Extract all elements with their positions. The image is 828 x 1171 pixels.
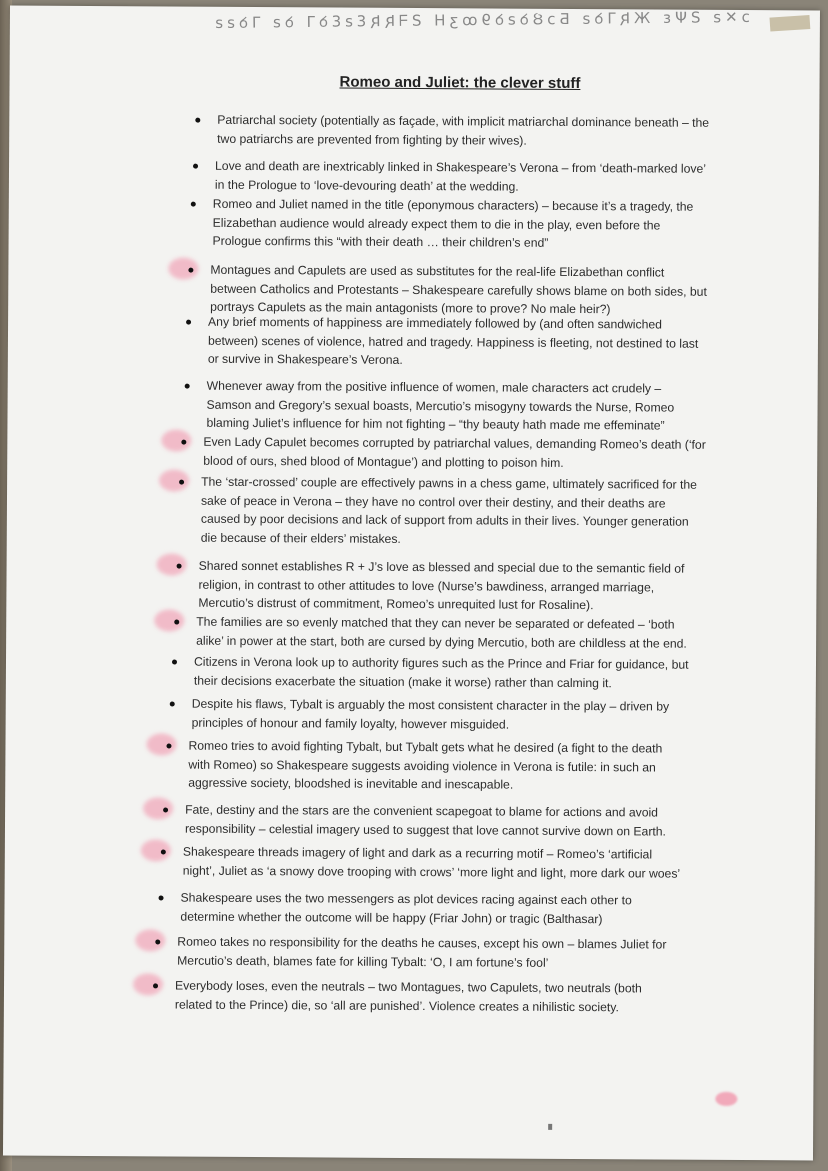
note-line: Even Lady Capulet becomes corrupted by patriarchal values, demanding Romeo’s death (‘for	[203, 434, 706, 452]
note-line: or survive in Shakespeare’s Verona.	[207, 351, 403, 367]
note-line: religion, in contrast to other attitudes to love (Nurse’s bawdiness, arranged marriage,	[198, 577, 655, 594]
bullet-icon	[185, 384, 190, 389]
note-line: their decisions exacerbate the situation (make it worse) rather than calming it.	[193, 673, 612, 690]
bullet-icon	[191, 202, 196, 207]
note-line: Everybody loses, even the neutrals – two Montagues, two Capulets, two neutrals (both	[174, 978, 642, 996]
bullet-icon	[159, 895, 164, 900]
note-line: sake of peace in Verona – they have no control over their destiny, and their deaths are	[200, 493, 666, 511]
note-line: Love and death are inextricably linked in Shakespeare’s Verona – from ‘death-marked love’	[214, 158, 707, 176]
note-line: portrays Capulets as the main antagonists (more to prove? No male heir?)	[210, 299, 611, 317]
note-line: Citizens in Verona look up to authority figures such as the Prince and Friar for guidance, but	[193, 654, 689, 672]
note-line: responsibility – celestial imagery used to suggest that love cannot survive down on Earth.	[184, 821, 667, 839]
highlighter-mark	[143, 797, 173, 819]
note-line: principles of honour and family loyalty, however misguided.	[191, 715, 510, 732]
note-line: determine whether the outcome will be happy (Friar John) or tragic (Balthasar)	[180, 909, 603, 926]
highlighter-mark	[154, 609, 184, 631]
bullet-icon	[177, 564, 182, 569]
bullet-icon	[181, 440, 186, 445]
note-item	[203, 433, 738, 473]
bullet-icon	[188, 268, 193, 273]
bullet-icon	[174, 620, 179, 625]
highlighter-mark	[715, 1092, 737, 1106]
note-line: caused by poor decisions and lack of support from adults in their lives. Younger generation	[200, 511, 689, 529]
bullet-icon	[153, 983, 158, 988]
bullet-icon	[161, 849, 166, 854]
highlighter-mark	[168, 257, 198, 279]
note-line: Mercutio’s distrust of commitment, Romeo’s unrequited lust for Rosaline).	[198, 595, 594, 613]
note-line: Despite his flaws, Tybalt is arguably the most consistent character in the play – driven by	[191, 696, 670, 714]
note-item	[188, 737, 723, 796]
note-item	[194, 653, 729, 693]
bullet-icon	[163, 807, 168, 812]
note-line: Any brief moments of happiness are immediately followed by (and often sandwiched	[208, 314, 663, 332]
note-line: Romeo tries to avoid fighting Tybalt, but Tybalt gets what he desired (a fight to the death	[188, 738, 663, 756]
note-line: in the Prologue to ‘love-devouring death’ at the wedding.	[214, 177, 519, 194]
bullet-icon	[193, 164, 198, 169]
note-item	[196, 613, 731, 653]
note-line: related to the Prince) die, so ‘all are punished’. Violence creates a nihilistic society.	[174, 997, 619, 1014]
note-line: Prologue confirms this “with their death … their children’s end”	[212, 233, 549, 250]
note-line: Shakespeare threads imagery of light and dark as a recurring motif – Romeo’s ‘artificial	[182, 844, 653, 862]
ink-smudge	[548, 1124, 552, 1130]
note-line: Romeo and Juliet named in the title (eponymous characters) – because it’s a tragedy, the	[212, 196, 694, 214]
highlighter-mark	[157, 553, 187, 575]
page-title: Romeo and Juliet: the clever stuff	[339, 73, 581, 93]
note-line: Whenever away from the positive influence of women, male characters act crudely –	[206, 378, 662, 396]
highlighter-mark	[146, 733, 176, 755]
notes-list	[9, 110, 819, 1014]
bullet-icon	[166, 743, 171, 748]
bullet-icon	[179, 480, 184, 485]
note-line: alike’ in power at the start, both are cursed by dying Mercutio, both are childless at the end.	[196, 633, 687, 651]
note-item	[201, 473, 736, 550]
note-line: The ‘star-crossed’ couple are effectively pawns in a chess game, ultimately sacrificed for the	[201, 474, 697, 492]
note-line: blaming Juliet’s influence for him not fighting – “thy beauty hath made me effeminate”	[206, 415, 665, 433]
note-item	[198, 557, 733, 616]
bullet-icon	[155, 939, 160, 944]
note-line: with Romeo) so Shakespeare suggests avoiding violence in Verona is futile: in such an	[188, 757, 656, 774]
note-item	[185, 801, 720, 841]
note-item	[206, 377, 741, 436]
note-line: Patriarchal society (potentially as façade, with implicit matriarchal dominance beneath – the	[217, 112, 710, 130]
note-line: Montagues and Capulets are used as substitutes for the real-life Elizabethan conflict	[210, 262, 665, 280]
note-line: The families are so evenly matched that they can never be separated or defeated – ‘both	[196, 614, 675, 632]
bullet-icon	[170, 702, 175, 707]
paper-corner	[770, 15, 811, 32]
note-item	[208, 313, 743, 372]
note-item	[213, 195, 748, 254]
note-line: aggressive society, bloodshed is inevitable and inescapable.	[188, 775, 514, 792]
note-line: between) scenes of violence, hatred and tragedy. Happiness is fleeting, not destined to last	[207, 333, 699, 351]
highlighter-mark	[141, 839, 171, 861]
note-line: die because of their elders’ mistakes.	[200, 530, 401, 546]
note-line: Elizabethan audience would already expect them to die in the play, even before the	[212, 215, 661, 233]
note-item	[183, 843, 718, 883]
note-item	[215, 157, 750, 197]
note-item	[217, 111, 752, 151]
note-item	[177, 933, 712, 973]
note-line: Shakespeare uses the two messengers as plot devices racing against each other to	[180, 890, 632, 908]
note-line: Samson and Gregory’s sexual boasts, Mercutio’s misogyny towards the Nurse, Romeo	[206, 397, 675, 415]
bleed-through-text: ɔ✕ƨ ƧΨɛ ЖƦ⅂ꝺƨ ƂɔȢꝺƨꝺ9ꝏʒH ƧᖷƦƦƐƨƐꝺ⅂ ꝺƨ ⅂ꝺƨƨ	[211, 7, 750, 33]
bullet-icon	[195, 118, 200, 123]
bullet-icon	[172, 660, 177, 665]
highlighter-mark	[159, 469, 189, 491]
note-line: blood of ours, shed blood of Montague’) and plotting to poison him.	[203, 453, 564, 470]
highlighter-mark	[135, 929, 165, 951]
note-item	[175, 977, 710, 1017]
paper-sheet	[3, 6, 820, 1161]
bullet-icon	[186, 320, 191, 325]
note-item	[210, 261, 745, 320]
highlighter-mark	[133, 973, 163, 995]
note-line: Shared sonnet establishes R + J’s love as blessed and special due to the semantic field of	[198, 558, 685, 576]
note-item	[192, 695, 727, 735]
note-line: two patriarchs are prevented from fighting by their wives).	[217, 131, 527, 148]
note-line: Romeo takes no responsibility for the deaths he causes, except his own – blames Juliet for	[177, 934, 667, 952]
note-line: night’, Juliet as ‘a snowy dove trooping with crows’ ‘more light and light, more dark our woes’	[182, 863, 681, 881]
note-line: between Catholics and Protestants – Shakespeare carefully shows blame on both sides, but	[210, 281, 707, 299]
note-item	[180, 889, 715, 929]
note-line: Mercutio’s death, blames fate for killing Tybalt: ‘O, I am fortune’s fool’	[177, 953, 549, 970]
note-line: Fate, destiny and the stars are the convenient scapegoat to blame for actions and avoid	[185, 802, 659, 820]
highlighter-mark	[161, 429, 191, 451]
